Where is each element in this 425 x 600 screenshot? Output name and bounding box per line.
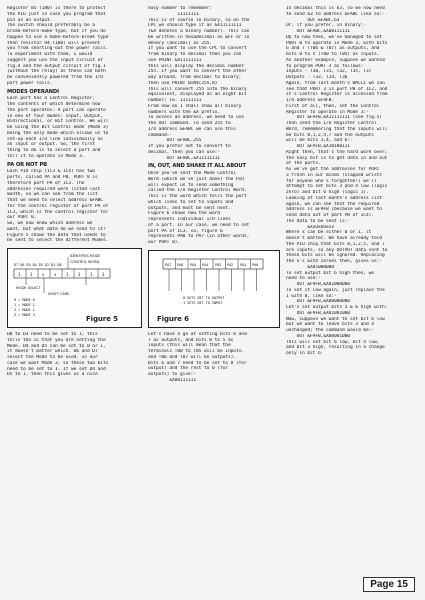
- text-line: suggest you use the input circuit of: [7, 57, 103, 63]
- fig5-control-word-label: CONTROL WORD: [70, 260, 100, 264]
- text-line: denary (decimal) as 255.: [148, 40, 212, 46]
- text-line: In decimal this is 63, so we now need: [286, 6, 385, 11]
- text-line: then resistor R4 (180) will prevent: [7, 40, 101, 46]
- text-line: addresses required were listed last: [7, 186, 101, 192]
- text-line: and T06 and T07 will be outputs).: [148, 354, 236, 360]
- text-line: will expect us to send something: [148, 182, 234, 188]
- text-line: Let's set output bits 3 & 6 high with:: [286, 305, 388, 310]
- text-line: the easy bit is to get data in and out: [286, 155, 388, 161]
- text-line: The data to be sent is:-: [286, 218, 350, 224]
- paragraph-io-register: [148, 171, 280, 246]
- svg-text:PA2: PA2: [227, 262, 234, 267]
- fig5-dont-care-label: DON'T CARE: [48, 292, 70, 296]
- heading-in-out-shake: IN, OUT, AND SHAKE IT ALL ABOUT: [148, 163, 246, 170]
- text-line: set-up each I/O line individually as: [7, 136, 103, 142]
- fig6-input-text: 1 SETS BIT TO INPUT: [183, 300, 223, 305]
- text-line: Word, remembering that the inputs will: [286, 126, 388, 132]
- text-line: &X01000000: [286, 264, 334, 270]
- text-line: then use PRINT BIN$(255,8): [148, 80, 218, 86]
- text-line: OUT &FABC,&X11111111: [148, 155, 220, 161]
- paragraph-setting-bits: [148, 332, 280, 384]
- text-line: be bits 0,1,2,5,7 and the outputs: [286, 132, 374, 138]
- text-line: but we want to leave bits 3 and 4: [286, 322, 374, 328]
- text-line: OUT &FABC,255: [148, 138, 202, 144]
- text-line: be using the Bit Control mode (Mode 3): [7, 125, 109, 130]
- text-line: Again, from last month's WACCI we can: [286, 80, 385, 86]
- text-line: called the I/O Register Control Word.: [148, 188, 247, 194]
- text-line: command:-: [148, 132, 172, 138]
- text-line: tell it to operate in Mode 3.: [7, 153, 85, 159]
- text-line: This will set bit 6 low, bit 4 low,: [286, 339, 380, 345]
- text-line: &X00111111: [148, 377, 196, 383]
- text-line: (&X denotes a binary number). This can: [148, 29, 250, 34]
- text-line: month, so we can see from the list: [7, 192, 98, 198]
- text-line: I/O address &FABC we can use this: [148, 126, 236, 132]
- text-line: D0 to D3 need to be set to 1; this: [7, 332, 98, 337]
- text-line: bits 0 to 5 (T00 to T05) as inputs.: [286, 52, 380, 57]
- figure-6: [148, 250, 280, 328]
- text-line: Figure 6 shows how the word: [148, 211, 220, 217]
- paragraph-binary-numbers: [148, 6, 280, 161]
- text-line: to send 63 to address &FABC like so:-: [286, 11, 385, 17]
- svg-text:x: x: [54, 272, 57, 277]
- text-line: Then send the I/O Register Control: [286, 121, 377, 126]
- text-line: unchanged; the command would be:-: [286, 328, 374, 333]
- text-line: from binary to decimal then you can: [148, 52, 242, 57]
- text-line: number; ie. 11111111: [148, 98, 202, 103]
- text-line: Looking at last month's address list: [286, 195, 382, 201]
- text-line: OUT &F9FB,&X01001000: [286, 310, 350, 316]
- text-line: I/O address &FAFB.: [286, 98, 334, 103]
- text-line: zero) and bit 6 high (logic 1).: [286, 190, 369, 195]
- text-line: 11111111: [148, 11, 199, 17]
- text-line: OUT &F9FB,&X01000000: [286, 282, 350, 287]
- text-line: and bit 3 high, resulting in a change: [286, 345, 385, 351]
- text-line: port PA of IC3, so, figure 6: [148, 228, 223, 234]
- fig5-mode-select-label: MODE SELECT: [16, 286, 41, 290]
- text-line: happen to use a make-before-break type: [7, 34, 109, 40]
- text-line: Right then, that's the hard work over;: [286, 149, 388, 155]
- text-line: This is the word which tells the port: [148, 194, 247, 199]
- text-line: Mode. D4 and D5 can be set to 0 or 1,: [7, 343, 106, 349]
- text-line: If you prefer not to convert to: [148, 144, 231, 149]
- svg-text:1: 1: [102, 272, 105, 277]
- text-line: 7 as outputs, and bits 0 to 5 as: [148, 337, 234, 343]
- svg-text:1: 1: [30, 272, 33, 277]
- svg-text:1: 1: [78, 272, 81, 277]
- text-line: these bits will be ignored. Replacing: [286, 253, 385, 259]
- figure-6-diagram: [149, 251, 279, 327]
- text-line: 255. If you want to convert the other: [148, 69, 247, 75]
- svg-text:x: x: [42, 272, 45, 277]
- fig5-mode-0: 0 = MODE 0: [14, 298, 35, 302]
- text-line: of a port. In our case, we need to set: [148, 222, 250, 228]
- svg-text:PA7: PA7: [165, 262, 172, 267]
- svg-text:1: 1: [18, 272, 21, 277]
- fig5-mode-3: 3 = MODE 3: [14, 313, 35, 317]
- text-line: being the only mode which allows us to: [7, 130, 109, 136]
- text-line: IC3, which is the control register for: [7, 209, 109, 215]
- text-line: need to use:-: [286, 276, 321, 282]
- text-line: be conveniently powered from the I/O: [7, 75, 103, 80]
- text-line: To set it low again, just replace the: [286, 287, 385, 293]
- text-line: outputs, and must be sent next.: [148, 205, 231, 211]
- text-line: therefore port PA of IC3. The: [7, 180, 85, 186]
- heading-pa-or-not-pb: PA OR NOT PB: [7, 161, 48, 168]
- text-line: As we've got the addresses for PORT: [286, 167, 380, 172]
- text-line: again, we can see that the required: [286, 201, 380, 207]
- text-line: that we need to select address &FABC: [7, 198, 103, 203]
- column-1: [7, 6, 142, 378]
- text-line: attempt to set bits 3 and 4 low (logic: [286, 184, 388, 190]
- text-line: the PIO chip that bits 0,1,2,5, and 7: [286, 241, 385, 247]
- text-line: the contents of which determine how: [7, 102, 101, 107]
- fig6-output-text: 0 SETS BIT TO OUTPUT: [183, 295, 225, 300]
- svg-text:PA1: PA1: [240, 262, 247, 267]
- fig5-mode-2: 2 = MODE 2: [14, 308, 35, 312]
- text-line: Once you've sent the Mode Control: [148, 171, 236, 176]
- text-line: Or, if you prefer, in binary:-: [286, 23, 366, 29]
- figure-5: [7, 248, 142, 328]
- text-line: decimal, then you can use:-: [148, 149, 220, 155]
- text-line: this will display the decimal number: [148, 63, 244, 69]
- svg-text:PA6: PA6: [177, 262, 184, 267]
- paragraph-port-data: [286, 6, 420, 357]
- text-line: represents PA0 to PA7 (in other words,: [148, 234, 250, 240]
- svg-text:1: 1: [66, 272, 69, 277]
- text-line: inputs (this will mean that the: [148, 343, 231, 349]
- heading-modes-operandi: MODES OPERANDI: [7, 88, 59, 95]
- text-line: it doesn't matter which. D6 and D7: [7, 349, 98, 355]
- text-line: be sent to select the different Modes.: [7, 238, 109, 244]
- text-line: for anyone who's forgotten!) we'll: [286, 178, 377, 184]
- text-line: of the ports.: [286, 161, 321, 167]
- text-line: the OUT command. To send 255 to: [148, 121, 231, 126]
- text-line: Outputs - T33, T34, T36: [286, 75, 348, 80]
- text-line: OUT &F9FB,&X00001000: [286, 333, 350, 339]
- text-line: OUT &FABC,63: [286, 17, 340, 23]
- text-line: to program PORT 3 as follows:: [286, 63, 364, 69]
- svg-text:PA3: PA3: [215, 262, 222, 267]
- text-line: PORT 0 to operate in Mode 3, with bits: [286, 40, 388, 46]
- text-line: To set output bit 6 high then, we: [286, 270, 374, 276]
- text-line: our PORT 0.: [7, 215, 37, 221]
- text-line: To experiment with them, I would: [7, 52, 93, 57]
- text-line: If you want to use the CPC to convert: [148, 46, 247, 52]
- text-line: break-before-make type, but if you do: [7, 29, 106, 34]
- text-line: output) and the rest to 0 (for: [148, 366, 228, 372]
- text-line: terminals T00 to T05 will be inputs,: [148, 349, 244, 354]
- text-line: ports, called PA and PB. PORT 0 is: [7, 175, 98, 180]
- text-line: case we want Mode 3, so these two bits: [7, 360, 109, 366]
- text-line: D5 to 1, then this gives us a nice: [7, 372, 98, 378]
- text-line: Register 85 (180) is there to protect: [7, 6, 106, 11]
- text-line: 6 and 7 (T06 & T07) as outputs, and: [286, 46, 380, 52]
- text-line: Bidirectional, or Bit Control. We will: [7, 119, 109, 125]
- text-line: want, but what data do we send to it?: [7, 226, 106, 232]
- text-line: OUT &F9FB,&X00000000: [286, 299, 350, 305]
- text-line: First of all, then, set the Control: [286, 103, 380, 109]
- text-line: Bits 6 and 7 need to be set to 0 (for: [148, 360, 247, 366]
- fig5-mode-1: 1 = MODE 1: [14, 303, 35, 307]
- text-line: outputs) to give:-: [148, 372, 196, 377]
- text-line: Register to operate in Mode 3:-: [286, 109, 369, 115]
- text-line: This is of course in binary, so on the: [148, 17, 250, 23]
- text-line: Figure 5 shows the data that needs to: [7, 232, 106, 238]
- text-line: To access an address, we need to use: [148, 115, 244, 121]
- text-line: As another example, suppose we wanted: [286, 57, 385, 63]
- svg-text:1: 1: [90, 272, 93, 277]
- text-line: way around, from decimal to binary,: [148, 75, 242, 80]
- text-line: Each port has a Control Register,: [7, 96, 95, 102]
- column-2: [148, 6, 280, 384]
- text-line: only in bit 6.: [286, 351, 324, 356]
- svg-text:PA5: PA5: [190, 262, 197, 267]
- text-line: Up to now then, we've managed to set: [286, 34, 382, 40]
- text-line: easy number to remember:: [148, 6, 212, 11]
- text-line: OUT &FABC,&X00111111: [286, 29, 350, 34]
- text-line: thing to do is to select a port and: [7, 148, 101, 153]
- text-line: Now, suppose we want to set bit 6 low: [286, 316, 385, 322]
- text-line: it's Control Register is accessed from: [286, 92, 388, 98]
- text-line: Each PIO chip (IC3 & IC4) has two: [7, 169, 95, 175]
- text-line: pin as an output.: [7, 17, 53, 23]
- text-line: which lines to set to inputs and: [148, 199, 234, 205]
- text-line: represents individual I/O lines: [148, 217, 231, 222]
- text-line: From now on I shall show all binary: [148, 103, 242, 109]
- text-line: our PORT 0).: [148, 240, 180, 245]
- text-line: Let's have a go at setting bits 6 and: [148, 331, 247, 337]
- column-3: [286, 6, 420, 357]
- text-line: use PRINT &X11111111: [148, 57, 202, 63]
- text-line: The switch should preferably be a: [7, 23, 95, 29]
- text-line: Word (which we've just done) the PIO: [148, 176, 244, 182]
- text-line: OUT &FAFB,&X10100111: [286, 144, 350, 149]
- text-line: So, we now know which address we: [7, 221, 93, 226]
- figure-6-label: Figure 6: [157, 314, 189, 323]
- text-line: for the control register of port PA of: [7, 203, 109, 209]
- fig5-identifies-mode-label: IDENTIFIES MODE: [70, 254, 101, 258]
- text-line: are inputs, so any OUTPUT data sent to: [286, 247, 388, 253]
- paragraph-control-register: [7, 96, 142, 159]
- text-line: doesn't matter. We have already told: [286, 236, 382, 241]
- text-line: the PIO just in case you program that: [7, 11, 106, 17]
- text-line: port power rails.: [7, 80, 53, 86]
- text-line: tells the IC that you are setting the: [7, 337, 106, 343]
- svg-text:D7 D6 D5 D4 D3 D2 D1 D0: D7 D6 D5 D4 D3 D2 D1 D0: [14, 263, 62, 267]
- page-number: Page 15: [363, 577, 415, 592]
- text-line: be written in hexadecimal as &FF or in: [148, 34, 250, 40]
- text-line: This will convert 255 into the binary: [148, 86, 247, 92]
- text-line: you from shorting-out the power rails.: [7, 46, 109, 52]
- svg-text:PA0: PA0: [252, 262, 259, 267]
- text-line: &XxOxOOxxx: [286, 224, 334, 230]
- text-line: 3 fresh in our minds (slapped wrists: [286, 172, 382, 178]
- text-line: will be bits 3,4, and 6:-: [286, 138, 353, 144]
- text-line: fig.4 and the output circuit of fig.1: [7, 63, 106, 69]
- text-line: see that PORT 3 is port PB of IC2, and: [286, 86, 388, 92]
- text-line: select the Mode to be used. In our: [7, 355, 98, 360]
- text-line: need to be set to 1. If we set D4 and: [7, 366, 106, 372]
- text-line: in one of four modes: Input, Output,: [7, 113, 103, 119]
- svg-text:PA4: PA4: [202, 262, 209, 267]
- figure-5-label: Figure 5: [86, 315, 118, 323]
- text-line: 1 with 0, like so:-: [286, 293, 337, 299]
- text-line: numbers with the &X prefix.: [148, 109, 220, 115]
- paragraph-ports: [7, 169, 142, 244]
- paragraph-mode-bits: [7, 332, 142, 378]
- text-line: OUT &FAFB,&X11111111 (see fig.5): [286, 115, 382, 121]
- paragraph-register-protection: [7, 6, 142, 87]
- text-line: equivalent, displayed as an eight bit: [148, 92, 247, 98]
- text-line: send data out of port PB of IC4).: [286, 213, 374, 218]
- text-line: CPC we should type it as &X11111111: [148, 23, 242, 29]
- text-line: (without the relay) as these can both: [7, 69, 106, 75]
- figure-5-diagram: [8, 249, 141, 327]
- text-line: an input or output. So, the first: [7, 142, 95, 148]
- text-line: Inputs - T30, T31, T32, T35, T37: [286, 69, 372, 75]
- text-line: the x's with zeroes then, gives us:-: [286, 259, 382, 264]
- text-line: address is &F9FB (because we want to: [286, 207, 382, 213]
- text-line: the port operates. A port can operate: [7, 107, 106, 113]
- text-line: Where x can be either 0 or 1, it: [286, 230, 372, 236]
